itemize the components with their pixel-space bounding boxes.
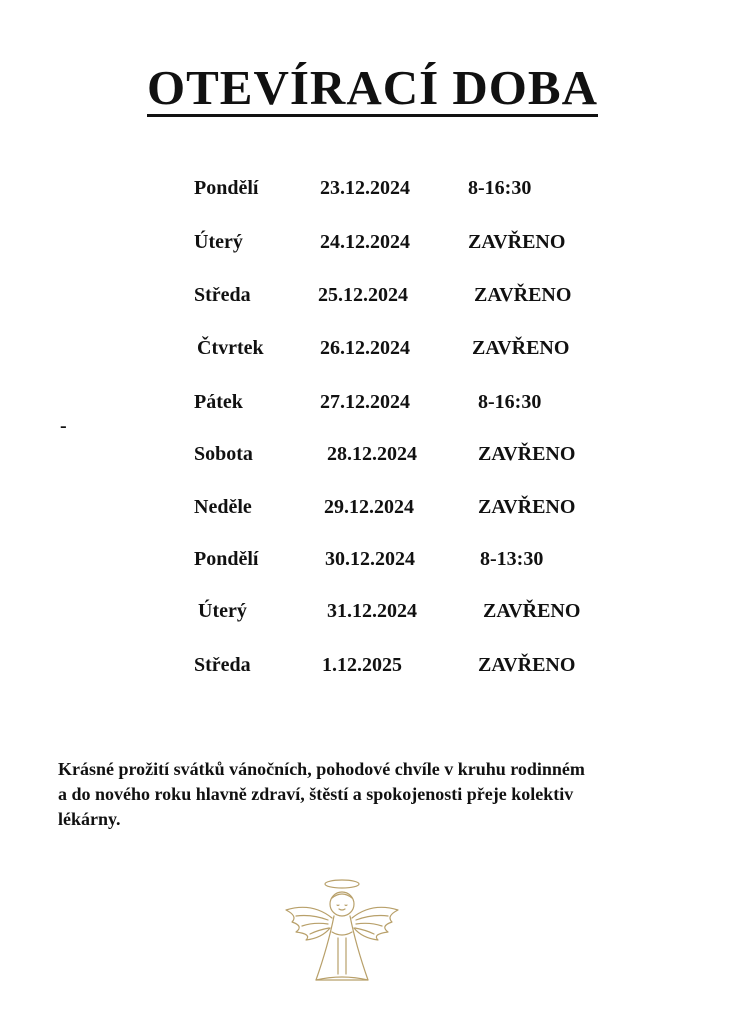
date-label: 1.12.2025 (322, 654, 402, 676)
message-line: a do nového roku hlavně zdraví, štěstí a spokojenosti přeje kolektiv (58, 784, 574, 804)
day-label: Středa (194, 654, 251, 676)
date-label: 28.12.2024 (327, 443, 417, 465)
schedule-row (0, 443, 745, 473)
hours-label: ZAVŘENO (472, 337, 570, 359)
schedule-row (0, 548, 745, 578)
day-label: Úterý (198, 600, 247, 622)
page-title (0, 58, 745, 118)
page-title-text: OTEVÍRACÍ DOBA (147, 60, 598, 115)
schedule-row (0, 231, 745, 261)
message-line: Krásné prožití svátků vánočních, pohodové chvíle v kruhu rodinném (58, 759, 585, 779)
holiday-message (58, 757, 678, 832)
date-label: 23.12.2024 (320, 177, 410, 199)
hours-label: ZAVŘENO (478, 654, 576, 676)
schedule-row (0, 284, 745, 314)
schedule-row (0, 600, 745, 630)
day-label: Pondělí (194, 548, 259, 570)
hours-label: 8-16:30 (468, 177, 532, 199)
hours-label: 8-13:30 (480, 548, 544, 570)
date-label: 25.12.2024 (318, 284, 408, 306)
day-label: Neděle (194, 496, 252, 518)
message-line: lékárny. (58, 809, 121, 829)
stray-dash: - (60, 415, 67, 437)
hours-label: 8-16:30 (478, 391, 542, 413)
schedule-row (0, 337, 745, 367)
day-label: Pondělí (194, 177, 259, 199)
day-label: Úterý (194, 231, 243, 253)
hours-label: ZAVŘENO (478, 496, 576, 518)
hours-label: ZAVŘENO (474, 284, 572, 306)
hours-label: ZAVŘENO (468, 231, 566, 253)
date-label: 29.12.2024 (324, 496, 414, 518)
date-label: 26.12.2024 (320, 337, 410, 359)
schedule-row (0, 391, 745, 421)
angel-icon (282, 876, 402, 984)
hours-label: ZAVŘENO (483, 600, 581, 622)
day-label: Středa (194, 284, 251, 306)
schedule-row (0, 496, 745, 526)
schedule-row (0, 654, 745, 684)
date-label: 30.12.2024 (325, 548, 415, 570)
day-label: Čtvrtek (197, 337, 264, 359)
date-label: 27.12.2024 (320, 391, 410, 413)
date-label: 24.12.2024 (320, 231, 410, 253)
day-label: Sobota (194, 443, 253, 465)
hours-label: ZAVŘENO (478, 443, 576, 465)
date-label: 31.12.2024 (327, 600, 417, 622)
schedule-row (0, 177, 745, 207)
day-label: Pátek (194, 391, 243, 413)
